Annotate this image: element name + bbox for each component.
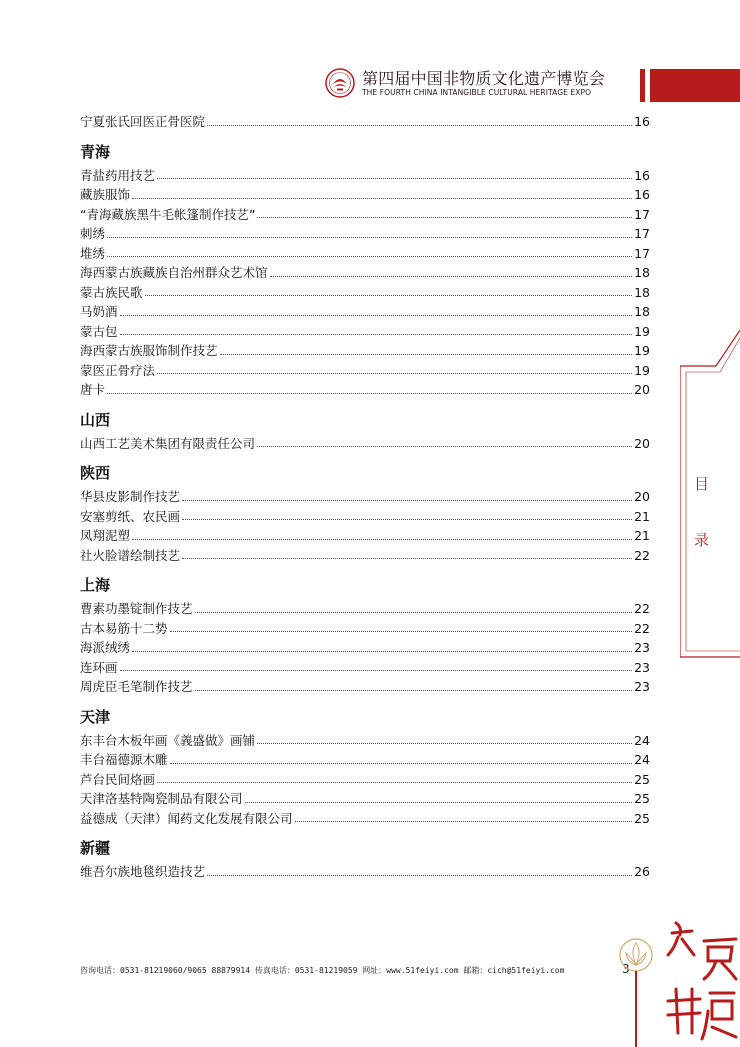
leader-dots bbox=[107, 393, 632, 394]
toc-entry[interactable] bbox=[80, 205, 650, 225]
leader-dots bbox=[107, 256, 632, 257]
toc-entry-title: 藏族服饰 bbox=[80, 187, 131, 202]
leader-dots bbox=[182, 500, 632, 501]
toc-entry-page: 20 bbox=[634, 435, 650, 451]
toc-entry-page: 17 bbox=[634, 206, 650, 222]
toc-entry-page: 20 bbox=[634, 382, 650, 397]
toc-entry-title: 堆绣 bbox=[80, 245, 106, 261]
toc-entry-page: 23 bbox=[634, 659, 650, 675]
section-heading: 新疆 bbox=[80, 839, 111, 857]
toc-entry-title: “青海藏族黑牛毛帐篷制作技艺” bbox=[80, 206, 256, 222]
toc-entry[interactable] bbox=[80, 619, 650, 639]
toc-entry-title: 海派绒绣 bbox=[80, 640, 131, 655]
toc-entry-title: 海西蒙古族服饰制作技艺 bbox=[80, 343, 218, 358]
toc-entry-page: 22 bbox=[634, 601, 650, 616]
toc-entry-page: 16 bbox=[634, 114, 650, 129]
toc-entry-page: 22 bbox=[634, 547, 650, 563]
leader-dots bbox=[257, 446, 632, 447]
leader-dots bbox=[207, 875, 632, 876]
toc-entry-title: 周虎臣毛笔制作技艺 bbox=[80, 679, 193, 694]
table-of-contents bbox=[80, 112, 650, 893]
toc-entry[interactable] bbox=[80, 434, 650, 454]
toc-entry-page: 19 bbox=[634, 362, 650, 378]
leader-dots bbox=[270, 276, 632, 277]
toc-entry-title: 刺绣 bbox=[80, 226, 106, 241]
feiyi-calligraphy-stamp bbox=[612, 915, 740, 1047]
leader-dots bbox=[157, 178, 632, 179]
leader-dots bbox=[182, 558, 632, 559]
toc-entry-title: 丰台福德源木雕 bbox=[80, 752, 168, 767]
toc-sections bbox=[80, 143, 650, 893]
toc-entry-title: 连环画 bbox=[80, 659, 118, 675]
leader-dots bbox=[157, 782, 632, 783]
toc-entry-page: 25 bbox=[634, 810, 650, 826]
toc-entry[interactable] bbox=[80, 809, 650, 829]
leader-dots bbox=[170, 631, 632, 632]
toc-entry-title: 凤翔泥塑 bbox=[80, 528, 131, 543]
toc-entry-page: 20 bbox=[634, 489, 650, 504]
leader-dots bbox=[257, 217, 632, 218]
header-title: 第四届中国非物质文化遗产博览会 bbox=[362, 69, 606, 88]
toc-entry-page: 17 bbox=[634, 226, 650, 241]
toc-entry-title: 蒙医正骨疗法 bbox=[80, 362, 156, 378]
toc-entry-title: 曹素功墨锭制作技艺 bbox=[80, 601, 193, 616]
leader-dots bbox=[182, 519, 632, 520]
toc-entry[interactable] bbox=[80, 599, 650, 619]
leader-dots bbox=[245, 802, 632, 803]
toc-entry[interactable] bbox=[80, 380, 650, 400]
toc-entry-page: 18 bbox=[634, 304, 650, 319]
toc-entry[interactable] bbox=[80, 862, 650, 882]
toc-entry-title: 山西工艺美术集团有限责任公司 bbox=[80, 435, 256, 451]
header-accent-block bbox=[650, 69, 740, 102]
toc-entry[interactable] bbox=[80, 224, 650, 244]
toc-entry[interactable] bbox=[80, 361, 650, 381]
toc-entry[interactable] bbox=[80, 770, 650, 790]
toc-entry-page: 21 bbox=[634, 508, 650, 524]
expo-logo bbox=[325, 68, 355, 98]
toc-entry-title: 蒙古包 bbox=[80, 323, 118, 339]
toc-entry-page: 18 bbox=[634, 265, 650, 280]
toc-entry-title: 益德成（天津）闻药文化发展有限公司 bbox=[80, 810, 293, 826]
toc-entry[interactable] bbox=[80, 185, 650, 205]
section-heading: 陕西 bbox=[80, 464, 111, 482]
toc-entry[interactable] bbox=[80, 263, 650, 283]
toc-entry-title: 华县皮影制作技艺 bbox=[80, 489, 181, 504]
toc-entry-page: 21 bbox=[634, 528, 650, 543]
header-accent-bar bbox=[640, 69, 645, 102]
toc-entry-title: 社火脸谱绘制技艺 bbox=[80, 547, 181, 563]
section-heading: 上海 bbox=[80, 576, 111, 594]
toc-entry-page: 16 bbox=[634, 187, 650, 202]
leader-dots bbox=[132, 651, 632, 652]
toc-entry-title: 安塞剪纸、农民画 bbox=[80, 508, 181, 524]
toc-entry-title: 天津洛基特陶瓷制品有限公司 bbox=[80, 791, 243, 806]
leader-dots bbox=[257, 743, 632, 744]
toc-entry[interactable] bbox=[80, 677, 650, 697]
toc-entry-title: 维吾尔族地毯织造技艺 bbox=[80, 864, 206, 879]
toc-entry-title: 古本易筋十二势 bbox=[80, 620, 168, 636]
toc-entry-page: 19 bbox=[634, 323, 650, 339]
toc-entry-title: 海西蒙古族藏族自治州群众艺术馆 bbox=[80, 265, 268, 280]
toc-entry-page: 22 bbox=[634, 620, 650, 636]
toc-entry[interactable] bbox=[80, 322, 650, 342]
header-subtitle: THE FOURTH CHINA INTANGIBLE CULTURAL HERITAGE EXPO bbox=[362, 88, 592, 97]
toc-entry[interactable] bbox=[80, 112, 650, 132]
toc-entry[interactable] bbox=[80, 546, 650, 566]
toc-entry-title: 唐卡 bbox=[80, 382, 106, 397]
toc-entry-title: 宁夏张氏回医正骨医院 bbox=[80, 114, 206, 129]
leader-dots bbox=[170, 763, 632, 764]
toc-entry[interactable] bbox=[80, 789, 650, 809]
toc-entry[interactable] bbox=[80, 244, 650, 264]
toc-entry[interactable] bbox=[80, 638, 650, 658]
toc-entry[interactable] bbox=[80, 302, 650, 322]
leader-dots bbox=[132, 198, 632, 199]
leader-dots bbox=[295, 821, 632, 822]
toc-entry[interactable] bbox=[80, 750, 650, 770]
leader-dots bbox=[120, 334, 632, 335]
toc-entry[interactable] bbox=[80, 341, 650, 361]
toc-entry-page: 25 bbox=[634, 791, 650, 806]
toc-entry-title: 东丰台木板年画《義盛做》画铺 bbox=[80, 732, 256, 748]
section-heading: 山西 bbox=[80, 410, 111, 429]
toc-entry-title: 马奶酒 bbox=[80, 304, 118, 319]
toc-entry-page: 23 bbox=[634, 640, 650, 655]
leader-dots bbox=[132, 539, 632, 540]
leader-dots bbox=[120, 315, 632, 316]
toc-entry-page: 23 bbox=[634, 679, 650, 694]
toc-entry[interactable] bbox=[80, 731, 650, 751]
leader-dots bbox=[207, 125, 632, 126]
leader-dots bbox=[107, 237, 632, 238]
leader-dots bbox=[195, 690, 632, 691]
toc-entry-page: 25 bbox=[634, 771, 650, 787]
leader-dots bbox=[157, 373, 632, 374]
toc-entry-page: 17 bbox=[634, 245, 650, 261]
leader-dots bbox=[145, 295, 632, 296]
leader-dots bbox=[220, 354, 632, 355]
toc-entry[interactable] bbox=[80, 658, 650, 678]
toc-entry-title: 蒙古族民歌 bbox=[80, 284, 143, 300]
toc-entry[interactable] bbox=[80, 166, 650, 186]
toc-entry[interactable] bbox=[80, 487, 650, 507]
leader-dots bbox=[120, 670, 632, 671]
section-heading: 青海 bbox=[80, 142, 111, 161]
contact-footer: 咨询电话：0531-81219060/9065 88879914 传真电话：0531-81219059 网址：www.51feiyi.com 邮箱：cich@51feiyi.com bbox=[80, 966, 565, 975]
contents-side-tab bbox=[680, 330, 740, 660]
section-heading: 天津 bbox=[80, 707, 111, 726]
side-tab-char-1: 目 bbox=[694, 475, 710, 493]
toc-entry-page: 24 bbox=[634, 752, 650, 767]
page-number: 3 bbox=[622, 962, 630, 976]
toc-entry-title: 青盐药用技艺 bbox=[80, 167, 156, 183]
toc-entry-page: 26 bbox=[634, 864, 650, 879]
toc-entry-page: 16 bbox=[634, 167, 650, 183]
toc-entry[interactable] bbox=[80, 507, 650, 527]
toc-entry-page: 24 bbox=[634, 732, 650, 748]
toc-entry[interactable] bbox=[80, 526, 650, 546]
toc-entry[interactable] bbox=[80, 283, 650, 303]
leader-dots bbox=[195, 612, 632, 613]
side-tab-char-2: 录 bbox=[694, 531, 710, 549]
toc-entry-title: 芦台民间烙画 bbox=[80, 771, 156, 787]
toc-entry-page: 19 bbox=[634, 343, 650, 358]
toc-entry-page: 18 bbox=[634, 284, 650, 300]
